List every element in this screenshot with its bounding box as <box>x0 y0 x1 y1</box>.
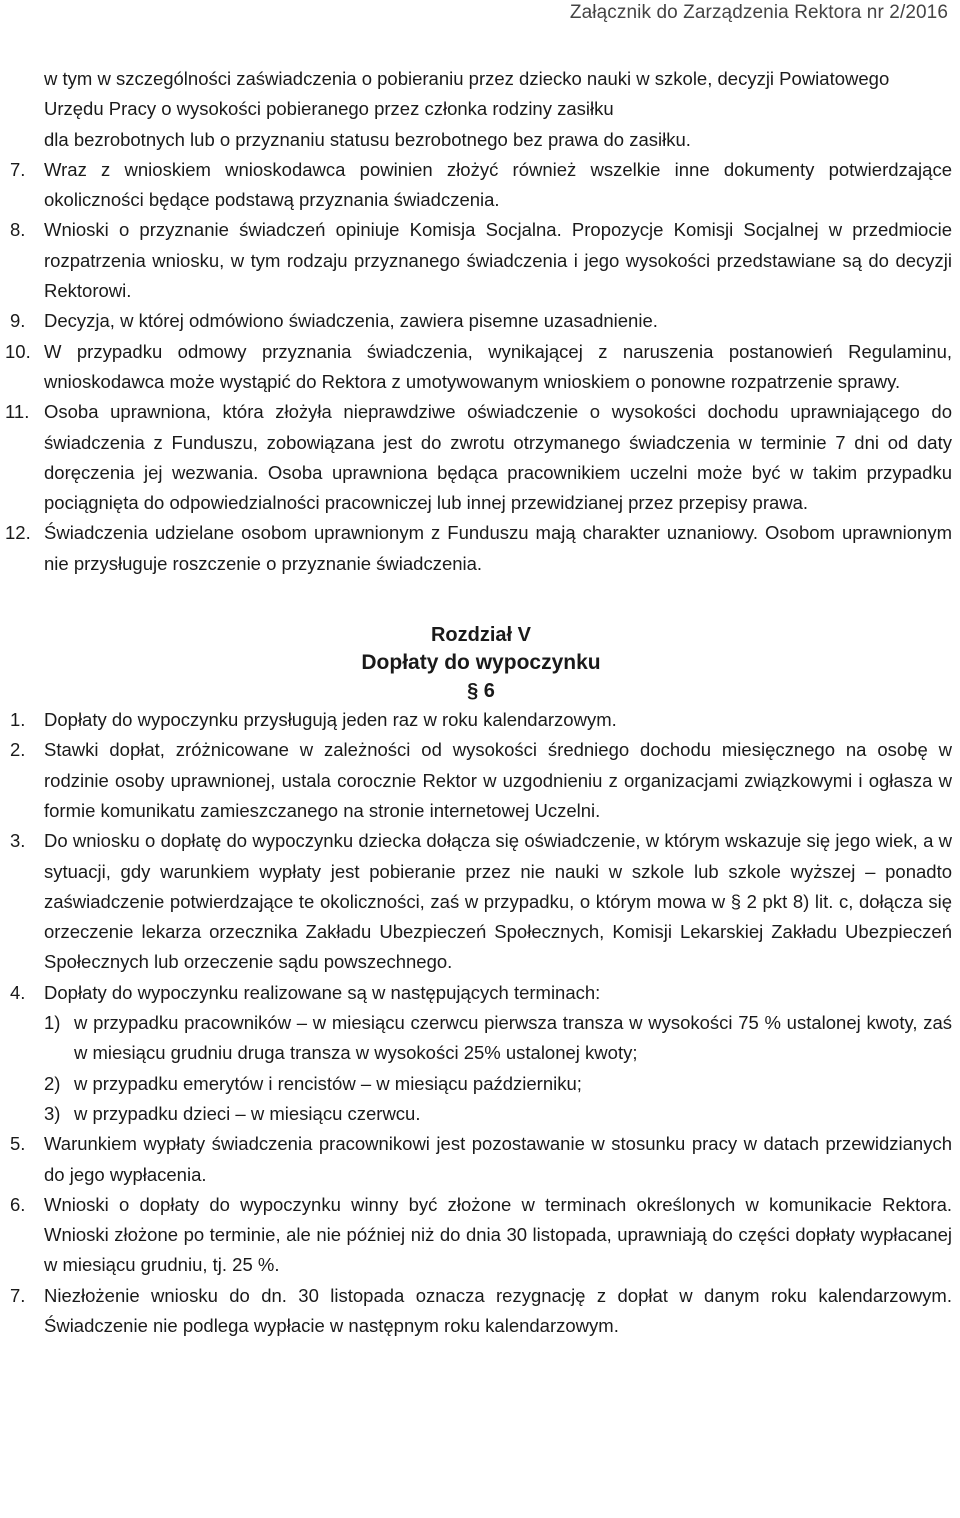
paragraph-item <box>10 978 952 1008</box>
paragraph-item <box>10 826 952 977</box>
item-text: W przypadku odmowy przyznania świadczenia, wynikającej z naruszenia postanowień Regulaminu, wnioskodawca może wystąpić do Rektora z umotywowanym wnioskiem o ponowne rozpatrzenie sprawy. <box>44 340 952 392</box>
paragraph-item <box>10 306 952 336</box>
item-text: Warunkiem wypłaty świadczenia pracownikowi jest pozostawanie w stosunku pracy w datach przewidzianych do jego wypłacenia. <box>44 1133 952 1185</box>
sub-item-number: 1) <box>44 1012 61 1034</box>
chapter-heading <box>10 621 952 705</box>
item-text: Osoba uprawniona, która złożyła nieprawdziwe oświadczenie o wysokości dochodu uprawniającego do świadczenia z Funduszu, zobowiązana jest do zwrotu otrzymanego świadczenia w terminie 7 dni od daty doręczenia jej wezwania. Osoba uprawniona będąca pracownikiem uczelni może być w takim przypadku pociągnięta do odpowiedzialności pracowniczej lub innej przewidzianej przez przepisy prawa. <box>44 401 952 514</box>
item-number: 11. <box>5 401 30 423</box>
item-text: Wnioski o dopłaty do wypoczynku winny być złożone w terminach określonych w komunikacie Rektora. Wnioski złożone po terminie, ale nie później niż do dnia 30 listopada, uprawniają do części dopłaty wypłacanej w miesiącu grudniu, tj. 25 %. <box>44 1193 952 1276</box>
sub-item-text: w przypadku pracowników – w miesiącu czerwcu pierwsza transza w wysokości 75 % ustalonej kwoty, zaś w miesiącu grudniu druga transza w wysokości 25% ustalonej kwoty; <box>74 1012 952 1064</box>
paragraph-item <box>10 215 952 306</box>
sub-item-number: 2) <box>44 1072 61 1094</box>
item-number: 8. <box>10 219 26 241</box>
document-header: Załącznik do Zarządzenia Rektora nr 2/2016 <box>569 2 948 23</box>
item-number: 10. <box>5 340 31 362</box>
sub-list-item <box>10 1069 952 1099</box>
item-text: Wnioski o przyznanie świadczeń opiniuje Komisja Socjalna. Propozycje Komisji Socjalnej w przedmiocie rozpatrzenia wniosku, w tym rodzaju przyznanego świadczenia i jego wysokości przedstawiane są do decyzji Rektorowi. <box>44 219 952 302</box>
item-number: 6. <box>10 1193 26 1215</box>
continuation-line: dla bezrobotnych lub o przyznaniu statusu bezrobotnego bez prawa do zasiłku. <box>44 128 691 150</box>
paragraph-item <box>10 155 952 216</box>
item-number: 2. <box>10 739 26 761</box>
item-text: Do wniosku o dopłatę do wypoczynku dziecka dołącza się oświadczenie, w którym wskazuje się jego wiek, a w sytuacji, gdy warunkiem wypłaty jest pobieranie przez nie nauki w szkole lub szkole wyższej – ponadto zaświadczenie potwierdzające te okoliczności, zaś w przypadku, o którym mowa w § 2 pkt 8) lit. c, dołącza się orzeczenie lekarza orzecznika Zakładu Ubezpieczeń Społecznych, Komisji Lekarskiej Zakładu Ubezpieczeń Społecznych lub orzeczenie sądu powszechnego. <box>44 830 952 973</box>
item-text: Stawki dopłat, zróżnicowane w zależności od wysokości średniego dochodu miesięcznego na osobę w rodzinie osoby uprawnionej, ustala corocznie Rektor w uzgodnieniu z organizacjami związkowymi i ogłasza w formie komunikatu zamieszczanego na stronie internetowej Uczelni. <box>44 739 952 821</box>
paragraph-item <box>10 1281 952 1342</box>
item-number: 1. <box>10 709 26 731</box>
paragraph-item <box>10 1129 952 1190</box>
paragraph-item <box>5 337 952 398</box>
document-body <box>5 64 952 1341</box>
continuation-line: w tym w szczególności zaświadczenia o pobieraniu przez dziecko nauki w szkole, decyzji Powiatowego Urzędu Pracy o wysokości pobieranego przez członka rodziny zasiłku <box>44 68 890 120</box>
item-text: Dopłaty do wypoczynku realizowane są w następujących terminach: <box>44 981 601 1003</box>
paragraph-item <box>10 705 952 735</box>
item-number: 3. <box>10 830 26 852</box>
paragraph-item <box>5 518 952 579</box>
paragraph-item <box>10 1190 952 1281</box>
item-text: Decyzja, w której odmówiono świadczenia, zawiera pisemne uzasadnienie. <box>44 310 658 332</box>
chapter-subtitle: Dopłaty do wypoczynku <box>361 651 601 675</box>
item-number: 9. <box>10 310 26 332</box>
sub-list-item <box>10 1008 952 1069</box>
sub-list-item <box>10 1099 952 1129</box>
item-text: Niezłożenie wniosku do dn. 30 listopada oznacza rezygnację z dopłat w danym roku kalendarzowym. Świadczenie nie podlega wypłacie w następnym roku kalendarzowym. <box>44 1284 952 1336</box>
sub-item-number: 3) <box>44 1102 61 1124</box>
item-text: Dopłaty do wypoczynku przysługują jeden raz w roku kalendarzowym. <box>44 709 617 731</box>
item-number: 4. <box>10 981 26 1003</box>
sub-item-text: w przypadku dzieci – w miesiącu czerwcu. <box>74 1102 421 1124</box>
item-number: 7. <box>10 158 26 180</box>
item-text: Świadczenia udzielane osobom uprawnionym z Funduszu mają charakter uznaniowy. Osobom uprawnionym nie przysługuje roszczenie o przyznanie świadczenia. <box>44 522 952 574</box>
paragraph-sign: § 6 <box>467 680 495 703</box>
sub-item-text: w przypadku emerytów i rencistów – w miesiącu październiku; <box>74 1072 582 1094</box>
continuation-text <box>10 64 952 155</box>
chapter-title: Rozdział V <box>430 624 531 647</box>
paragraph-item <box>10 735 952 826</box>
item-text: Wraz z wnioskiem wnioskodawca powinien złożyć również wszelkie inne dokumenty potwierdzające okoliczności będące podstawą przyznania świadczenia. <box>44 158 952 211</box>
item-number: 7. <box>10 1284 26 1306</box>
item-number: 5. <box>10 1133 26 1155</box>
item-number: 12. <box>5 522 31 544</box>
paragraph-item <box>5 397 952 518</box>
